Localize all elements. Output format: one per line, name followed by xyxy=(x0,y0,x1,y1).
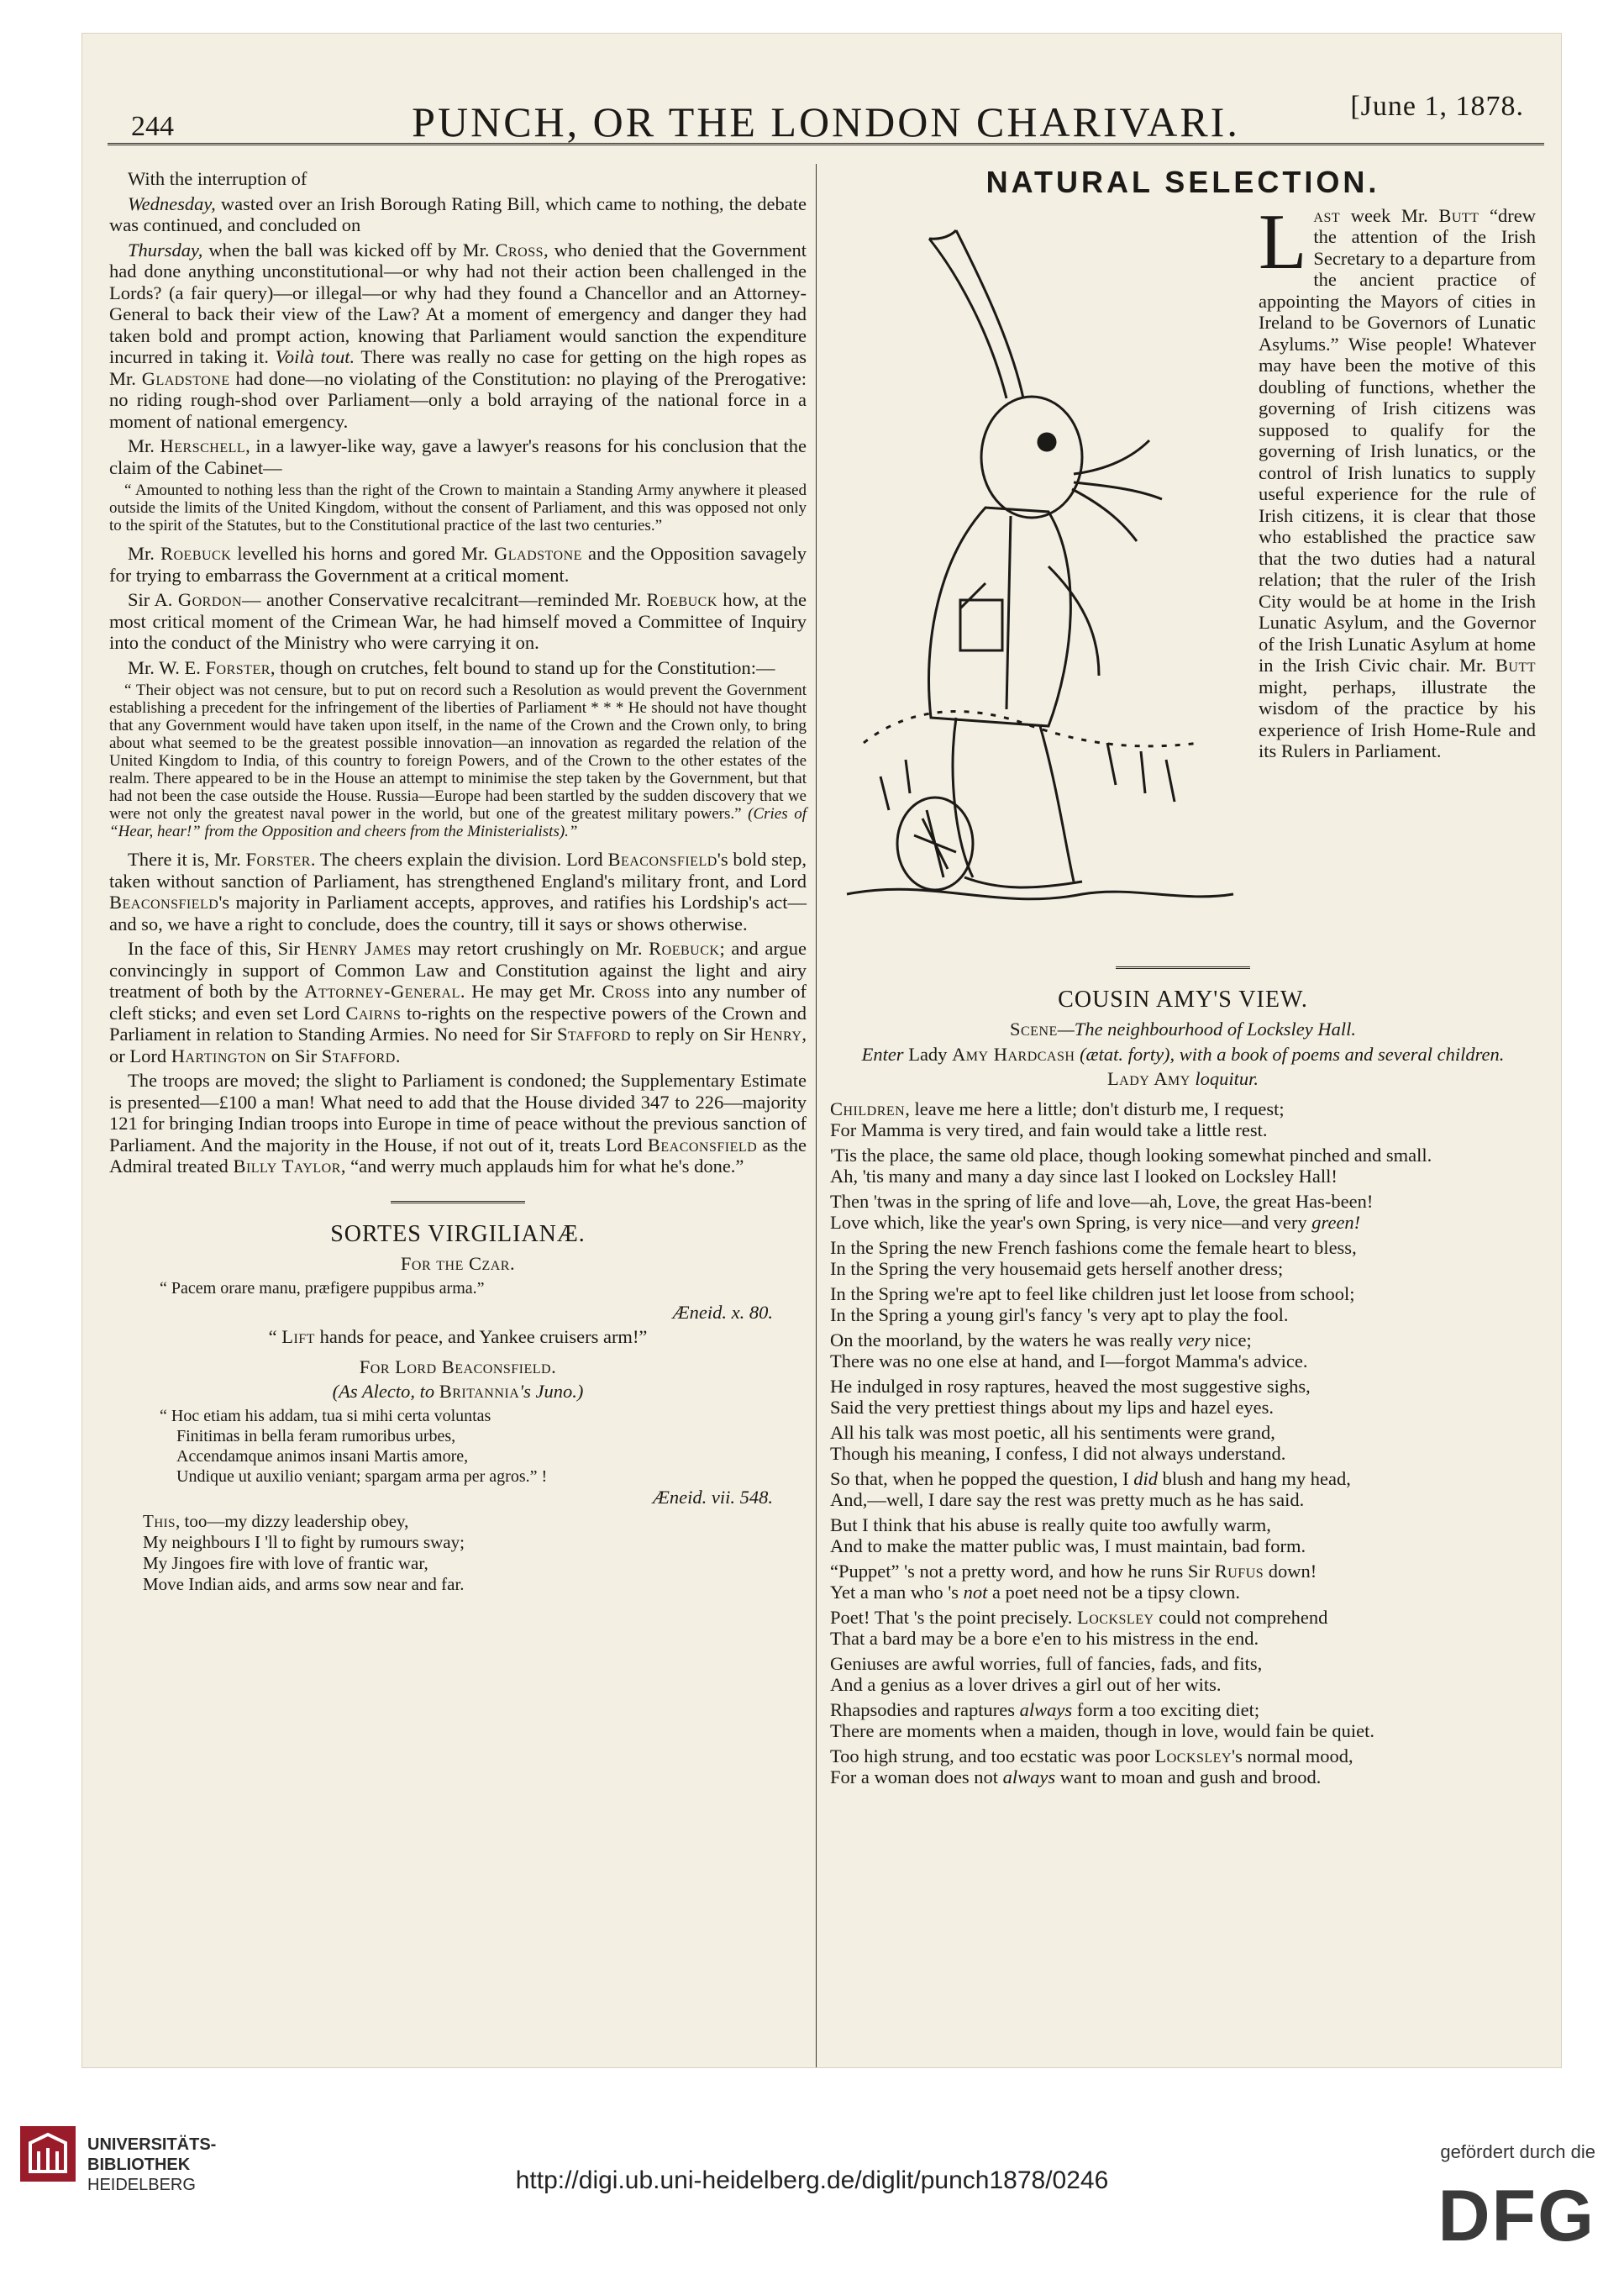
permalink[interactable]: http://digi.ub.uni-heidelberg.de/diglit/punch1878/0246 xyxy=(515,2166,1109,2194)
couplet: Rhapsodies and raptures always form a too exciting diet; There are moments when a maiden, though in love, would fain be quiet. xyxy=(830,1698,1374,1741)
drop-cap: L xyxy=(1259,197,1307,286)
verse: This, too—my dizzy leadership obey, My neighbours I 'll to fight by rumours sway; My Jingoes fire with love of frantic war, Move Indian aids, and arms sow near and far. xyxy=(143,1511,465,1594)
couplet: Then 'twas in the spring of life and love—ah, Love, the great Has-been! Love which, like the year's own Spring, is very nice—and very green! xyxy=(830,1190,1374,1233)
library-name: UNIVERSITÄTS- BIBLIOTHEK HEIDELBERG xyxy=(87,2135,217,2194)
stage-direction: Enter Lady Amy Hardcash (ætat. forty), with a book of poems and several children. xyxy=(861,1043,1505,1065)
section-rule xyxy=(1116,966,1250,969)
sub-heading: For Lord Beaconsfield. xyxy=(359,1356,557,1377)
paragraph: There it is, Mr. Forster. The cheers explain the division. Lord Beaconsfield's bold step, taken without sanction of Parliament, has strengthened England's military front, and Lord Beaconsfield's majority in Parliament accepts, approves, and ratifies his Lordship's act—and so, we have a right to conclude, does the country, till it says or shows otherwise. xyxy=(109,849,807,934)
scene-line: Scene—The neighbourhood of Locksley Hall. xyxy=(1010,1019,1356,1040)
couplet: Poet! That 's the point precisely. Locksley could not comprehend That a bard may be a bore e'en to his mistress in the end. xyxy=(830,1606,1328,1649)
section-rule xyxy=(391,1201,525,1203)
section-title: COUSIN AMY'S VIEW. xyxy=(1058,986,1308,1013)
paragraph: Sir A. Gordon— another Conservative recalcitrant—reminded Mr. Roebuck how, at the most critical moment of the Crimean War, he had himself moved a Committee of Inquiry into the conduct of the Ministry who were carrying it on. xyxy=(109,589,807,653)
latin-quote: “ Hoc etiam his addam, tua si mihi certa voluntas Finitimas in bella feram rumoribus urbes, Accendamque animos insani Martis amore, Undique ut auxilio veniant; spargam arma per agros.” ! xyxy=(160,1406,548,1486)
paragraph: Mr. Roebuck levelled his horns and gored Mr. Gladstone and the Opposition savagely for trying to embarrass the Government at a critical moment. xyxy=(109,543,807,586)
verse-line: “ Lift hands for peace, and Yankee cruisers arm!” xyxy=(268,1326,648,1347)
couplet: Too high strung, and too ecstatic was poor Locksley's normal mood, For a woman does not always want to moan and gush and brood. xyxy=(830,1745,1353,1787)
paragraph: Mr. W. E. Forster, though on crutches, felt bound to stand up for the Constitution:— xyxy=(128,656,775,678)
couplet: But I think that his abuse is really quite too awfully warm, And to make the matter public was, I must maintain, bad form. xyxy=(830,1514,1306,1556)
section-title: SORTES VIRGILIANÆ. xyxy=(330,1220,586,1247)
sub-heading: For the Czar. xyxy=(400,1253,516,1274)
couplet: “Puppet” 's not a pretty word, and how he runs Sir Rufus down! Yet a man who 's not a poet need not be a tipsy clown. xyxy=(830,1560,1317,1603)
paragraph: With the interruption of xyxy=(128,168,307,189)
couplet: So that, when he popped the question, I did blush and hang my head, And,—well, I dare say the rest was pretty much as he has said. xyxy=(830,1467,1351,1510)
couplet: On the moorland, by the waters he was really very nice; There was no one else at hand, and I—forgot Mamma's advice. xyxy=(830,1329,1308,1371)
paragraph: Last week Mr. Butt “drew the attention of the Irish Secretary to a departure from the ancient practice of appointing the Mayors of cities in Ireland to be Governors of Lunatic Asylums.” Wise people! Whatever may have been the motive of this doubling of functions, whether the governing of Irish citizens was supposed to qualify for the governing of Irish lunatics, or the control of Irish lunatics to supply useful experience for the rule of Irish citizens, it is clear that those who established the practice saw that the two duties had a natural relation; that the ruler of the Irish City would be at home in the Irish Lunatic Asylum, and the Governor of the Irish Lunatic Asylum at home in the Irish Civic chair. Mr. Butt might, perhaps, illustrate the wisdom of the practice by his experience of Irish Home-Rule and its Rulers in Parliament. xyxy=(1259,197,1537,761)
dfg-logo: DFG xyxy=(1437,2176,1595,2256)
paragraph: Mr. Herschell, in a lawyer-like way, gave a lawyer's reasons for his conclusion that the claim of the Cabinet— xyxy=(109,435,807,478)
citation: Æneid. vii. 548. xyxy=(652,1486,773,1508)
section-title: NATURAL SELECTION. xyxy=(985,165,1380,199)
block-quote: “ Their object was not censure, but to put on record such a Resolution as would prevent the Government establishing a precedent for the infringement of the liberties of Parliament * * * He should not have thought that any Government would have taken upon itself, in the name of the Crown and the Crown only, to bring about what seemed to be the greatest possible innovation—an innovation as regarded the relation of the United Kingdom to India, of this country to foreign Powers, and of the Crown to the other estates of the realm. There appeared to be in the House an attempt to minimise the step taken by the Government, but that had not been the case outside the House. Russia—Europe had been startled by the sudden discovery that we were not only the greatest naval power in the world, but one of the greatest military powers.” (Cries of “Hear, hear!” from the Opposition and cheers from the Ministerialists).” xyxy=(109,682,807,840)
couplet: Children, leave me here a little; don't disturb me, I request; For Mamma is very tired, and fain would take a little rest. xyxy=(830,1098,1285,1140)
column-divider xyxy=(816,164,817,2067)
paragraph: In the face of this, Sir Henry James may retort crushingly on Mr. Roebuck; and argue convincingly in support of Common Law and Constitution against the light and airy treatment of both by the Attorney-General. He may get Mr. Cross into any number of cleft sticks; and even set Lord Cairns to-rights on the respective powers of the Crown and Parliament in relation to Standing Armies. No need for Sir Stafford to reply on Sir Henry, or Lord Hartington on Sir Stafford. xyxy=(109,938,807,1066)
right-column xyxy=(830,165,1537,1792)
couplet: He indulged in rosy raptures, heaved the most suggestive sighs, Said the very prettiest things about my lips and hazel eyes. xyxy=(830,1375,1311,1418)
issue-date: [June 1, 1878. xyxy=(1350,91,1524,122)
hare-illustration xyxy=(830,205,1250,936)
couplet: 'Tis the place, the same old place, though looking somewhat pinched and small. Ah, 'tis many and many a day since last I looked on Locksley Hall! xyxy=(830,1144,1432,1187)
page-header xyxy=(108,67,1544,145)
page-number: 244 xyxy=(131,111,174,142)
funding-note: gefördert durch die xyxy=(1440,2141,1595,2162)
viewer-footer xyxy=(0,2074,1624,2269)
couplet: Geniuses are awful worries, full of fancies, fads, and fits, And a genius as a lover drives a girl out of her wits. xyxy=(830,1652,1263,1695)
sub-caption: (As Alecto, to Britannia's Juno.) xyxy=(332,1381,584,1402)
left-column xyxy=(109,168,807,1603)
block-quote: “ Amounted to nothing less than the right of the Crown to maintain a Standing Army anywhere it pleased outside the limits of the United Kingdom, without the consent of Parliament, and this was opposed not only to the spirit of the Statutes, but to the Constitutional practice of the last two centuries.” xyxy=(109,482,807,534)
couplet: All his talk was most poetic, all his sentiments were grand, Though his meaning, I confess, I did not always understand. xyxy=(830,1421,1286,1464)
speaker-line: Lady Amy loquitur. xyxy=(1106,1068,1259,1089)
latin-quote: “ Pacem orare manu, præfigere puppibus arma.” xyxy=(160,1278,485,1298)
citation: Æneid. x. 80. xyxy=(672,1301,773,1323)
scanned-page xyxy=(82,34,1561,2067)
journal-title: PUNCH, OR THE LONDON CHARIVARI. xyxy=(412,98,1240,145)
paragraph: Wednesday, wasted over an Irish Borough Rating Bill, which came to nothing, the debate was continued, and concluded on xyxy=(109,192,807,235)
couplet: In the Spring we're apt to feel like children just let loose from school; In the Spring a young girl's fancy 's very apt to play the fool. xyxy=(830,1282,1355,1325)
paragraph: Thursday, when the ball was kicked off by Mr. Cross, who denied that the Government had done anything unconstitutional—or why had not their action been challenged in the Lords? (a fair query)—or illegal—or why had they found a Chancellor and an Attorney-General to back their view of the Law? At a moment of emergency and danger they had taken bold and prompt action, knowing that Parliament would sanction the expenditure incurred in taking it. Voilà tout. There was really no case for getting on the high ropes as Mr. Gladstone had done—no violating of the Constitution: no playing of the Prerogative: no riding rough-shod over Parliament—only a bold arraying of the national force in a moment of national emergency. xyxy=(109,239,807,432)
couplet: In the Spring the new French fashions come the female heart to bless, In the Spring the very housemaid gets herself another dress; xyxy=(830,1236,1357,1279)
paragraph: The troops are moved; the slight to Parliament is condoned; the Supplementary Estimate is presented—£100 a man! What need to add that the House divided 347 to 226—majority 121 for bringing Indian troops into Europe in time of peace without the previous sanction of Parliament. And the majority in the House, if not out of it, treats Lord Beaconsfield as the Admiral treated Billy Taylor, “and werry much applauds him for what he's done.” xyxy=(109,1070,807,1177)
